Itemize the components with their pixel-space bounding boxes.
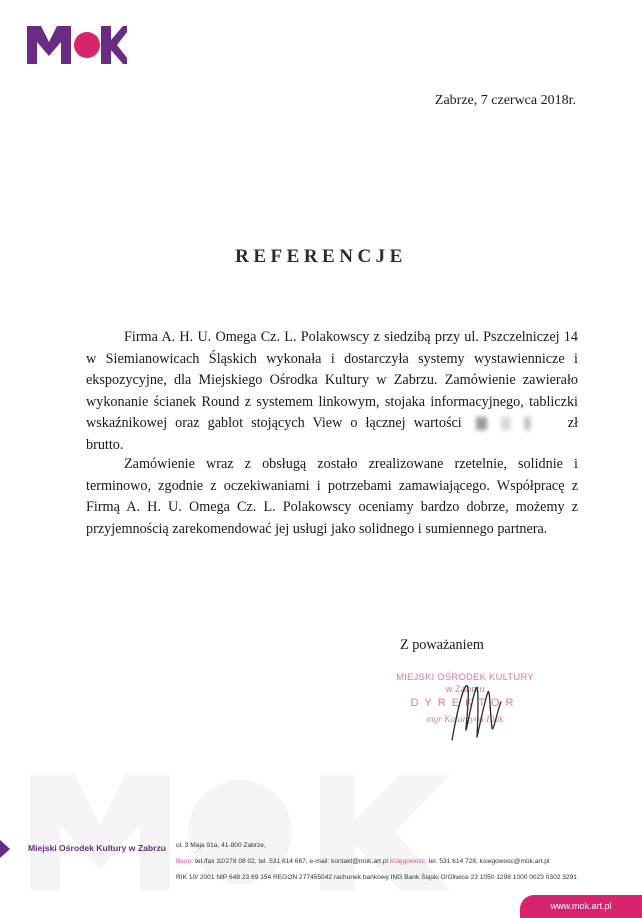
handwritten-signature (446, 678, 504, 748)
stamp-org: MIEJSKI OŚRODEK KULTURY (396, 672, 534, 683)
accounting-label: Księgowość: (389, 858, 427, 865)
footer-contacts (176, 858, 549, 865)
stamp-city: w Zabrzu (445, 684, 485, 695)
mok-logo (27, 24, 127, 64)
stamp-person: mgr Katarzyna Flak (426, 715, 504, 725)
body-paragraph-2: Zamówienie wraz z obsługą zostało zrealizowane rzetelnie, solidnie i terminowo, zgodnie z oczekiwaniami i potrzebami zamawiającego. Współpracę z Firmą A. H. U. Omega Cz. L. Polakowscy oceniamy bardzo dobrze, możemy z przyjemnością zarekomendować jej usługi jako solidnego i sumiennego partnera. (86, 456, 578, 537)
footer-org-name: Miejski Ośrodek Kultury w Zabrzu (28, 843, 167, 853)
closing-regards: Z poważaniem (400, 637, 484, 653)
footer-address: ul. 3 Maja 91a, 41-800 Zabrze, (176, 842, 266, 849)
body-paragraph-1 (86, 327, 578, 456)
letter-date: Zabrze, 7 czerwca 2018r. (434, 93, 576, 108)
logo-letter-o (74, 32, 100, 58)
office-contact: tel./fax 32/278 08 02, tel. 531 614 667, e-mail: kontakt@mok.art.pl (195, 858, 388, 865)
accounting-contact: tel. 531 614 728, ksiegowosc@mok.art.pl (428, 858, 550, 865)
paragraph-1-suffix: zł brutto. (86, 415, 579, 453)
letter-title: REFERENCJE (235, 246, 407, 267)
logo-letter-k (101, 26, 127, 64)
footer-registry: RIK 10/ 2001 NIP 648 23 69 154 REGON 277455042 rachunek bankowy ING Bank Śląski O/Gliwice 23 1050 1298 1000 0023 0302 3291 (176, 874, 577, 881)
watermark-logo (30, 770, 450, 890)
stamp-role: DYREKTOR (410, 697, 520, 709)
paragraph-1-text: Firma A. H. U. Omega Cz. L. Polakowscy z siedzibą przy ul. Pszczelniczej 14 w Siemianowicach Śląskich wykonała i dostarczyła systemy wystawiennicze i ekspozycyjne, dla Miejskiego Ośrodka Kultury w Zabrzu. Zamówienie zawierało wykonanie ścianek Round z systemem linkowym, stojaka informacyjnego, tabliczki wskaźnikowej oraz gablot stojących View o łącznej wartości (86, 329, 578, 431)
website-badge[interactable]: www.mok.art.pl (520, 895, 642, 918)
footer-accent-triangle (0, 840, 10, 858)
office-label: Biuro: (176, 858, 194, 865)
logo-letter-m (27, 26, 71, 64)
redacted-amount (476, 417, 554, 430)
